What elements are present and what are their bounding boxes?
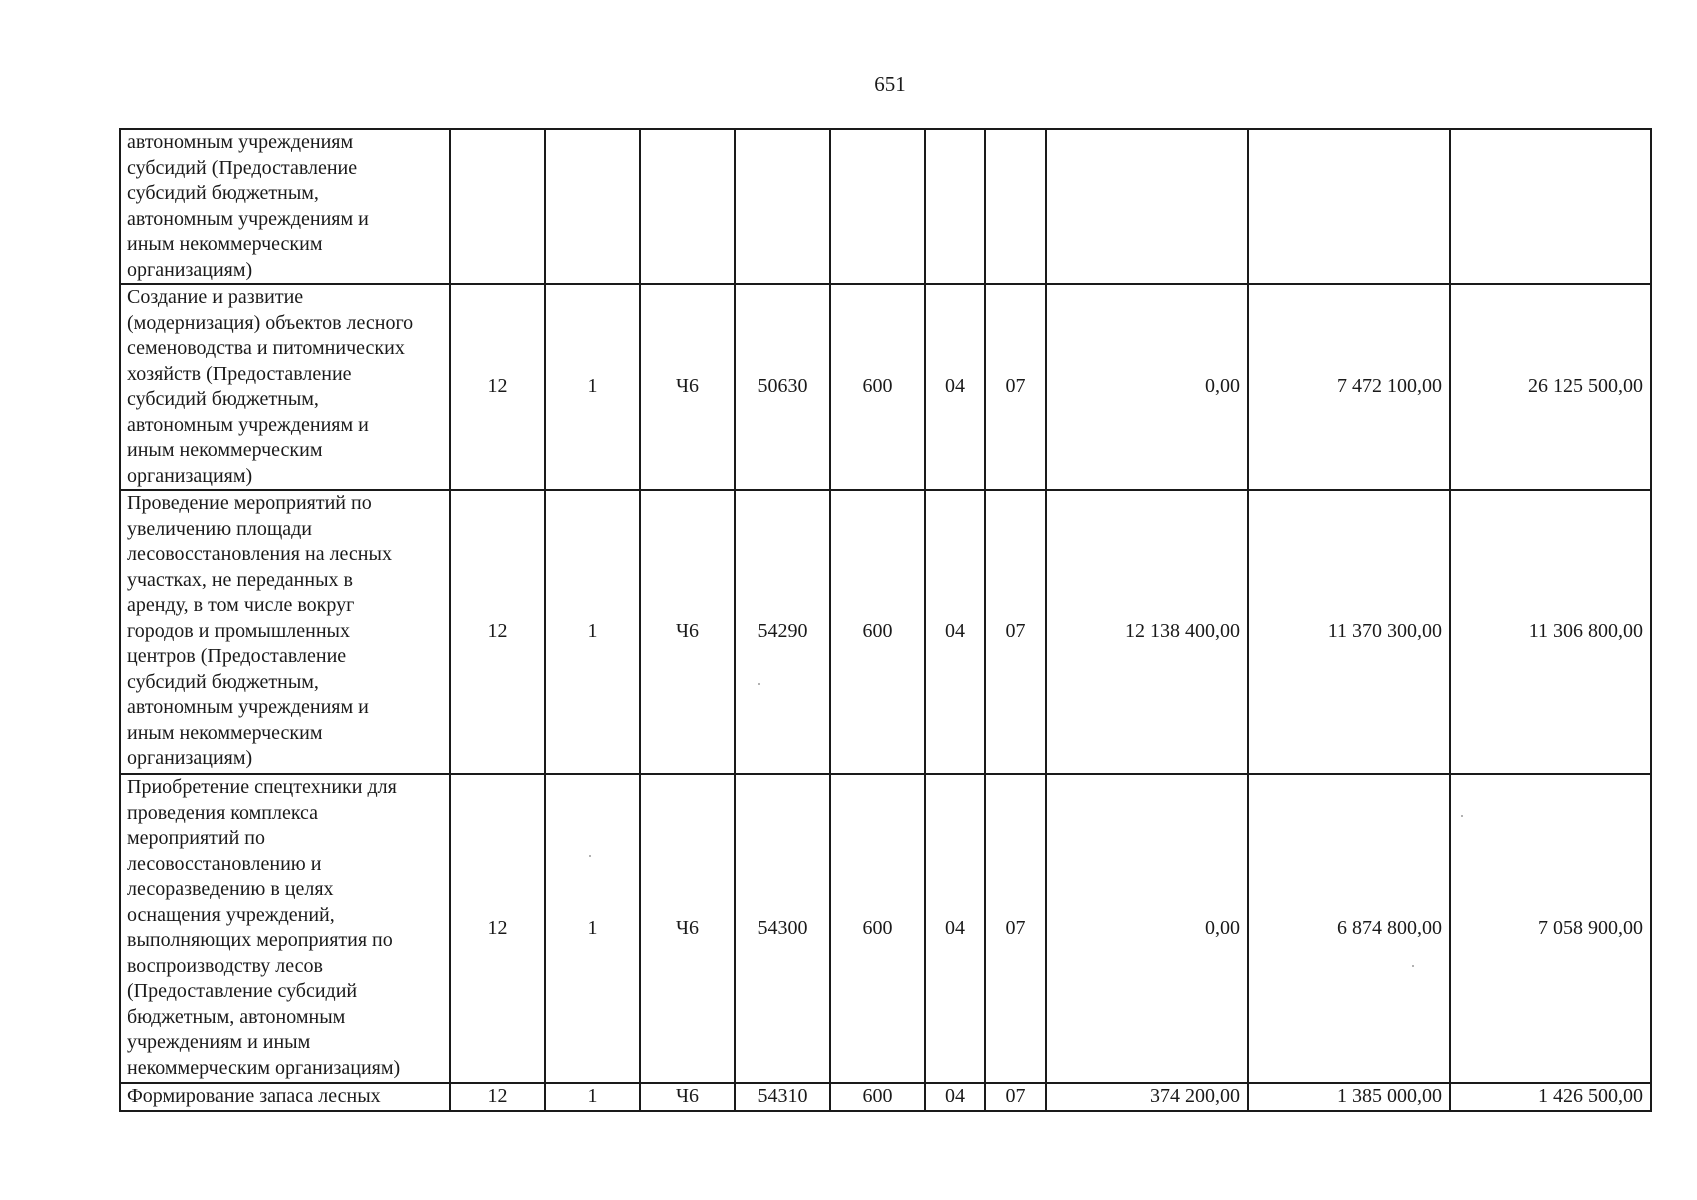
- code-expense-type: [830, 129, 925, 284]
- amount-year-1: 12 138 400,00: [1046, 490, 1248, 774]
- code-ministry: 12: [450, 774, 545, 1083]
- code-section: [925, 129, 985, 284]
- table-row: [120, 129, 1651, 284]
- scan-speck: [1461, 815, 1463, 817]
- code-subsection: [985, 129, 1046, 284]
- code-expense-type: 600: [830, 774, 925, 1083]
- row-description: Создание и развитие (модернизация) объектов лесного семеноводства и питомнических хозяйств (Предоставление субсидий бюджетным, автономным учреждениям и иным некоммерческим организациям): [120, 284, 450, 490]
- amount-year-2: [1248, 129, 1450, 284]
- budget-table: [119, 128, 1652, 1112]
- code-program: 1: [545, 1083, 640, 1111]
- code-direction: [735, 129, 830, 284]
- amount-year-1: 0,00: [1046, 284, 1248, 490]
- amount-year-2: 6 874 800,00: [1248, 774, 1450, 1083]
- code-expense-type: 600: [830, 1083, 925, 1111]
- code-direction: 50630: [735, 284, 830, 490]
- code-expense-type: 600: [830, 490, 925, 774]
- code-expense-type: 600: [830, 284, 925, 490]
- code-subprogram: [640, 129, 735, 284]
- code-section: 04: [925, 1083, 985, 1111]
- amount-year-3: [1450, 129, 1651, 284]
- code-direction: 54310: [735, 1083, 830, 1111]
- row-description: Формирование запаса лесных: [120, 1083, 450, 1111]
- scan-speck: [1412, 965, 1414, 967]
- code-subsection: 07: [985, 1083, 1046, 1111]
- amount-year-3: 7 058 900,00: [1450, 774, 1651, 1083]
- page-number: 651: [874, 72, 906, 96]
- code-section: 04: [925, 490, 985, 774]
- table-row: [120, 490, 1651, 774]
- amount-year-2: 7 472 100,00: [1248, 284, 1450, 490]
- code-ministry: 12: [450, 490, 545, 774]
- code-program: 1: [545, 774, 640, 1083]
- code-section: 04: [925, 774, 985, 1083]
- scan-speck: [758, 683, 760, 685]
- amount-year-3: 26 125 500,00: [1450, 284, 1651, 490]
- code-subprogram: Ч6: [640, 1083, 735, 1111]
- code-ministry: 12: [450, 1083, 545, 1111]
- row-description: Приобретение спецтехники для проведения комплекса мероприятий по лесовосстановлению и лесоразведению в целях оснащения учреждений, выполняющих мероприятия по воспроизводству лесов (Предоставление субсидий бюджетным, автономным учреждениям и иным некоммерческим организациям): [120, 774, 450, 1083]
- amount-year-3: 11 306 800,00: [1450, 490, 1651, 774]
- code-ministry: 12: [450, 284, 545, 490]
- code-direction: 54290: [735, 490, 830, 774]
- amount-year-1: 0,00: [1046, 774, 1248, 1083]
- code-subsection: 07: [985, 774, 1046, 1083]
- code-subprogram: Ч6: [640, 490, 735, 774]
- code-subprogram: Ч6: [640, 774, 735, 1083]
- code-ministry: [450, 129, 545, 284]
- code-subsection: 07: [985, 490, 1046, 774]
- amount-year-3: 1 426 500,00: [1450, 1083, 1651, 1111]
- amount-year-1: [1046, 129, 1248, 284]
- amount-year-2: 1 385 000,00: [1248, 1083, 1450, 1111]
- row-description: автономным учреждениям субсидий (Предоставление субсидий бюджетным, автономным учреждениям и иным некоммерческим организациям): [120, 129, 450, 284]
- amount-year-1: 374 200,00: [1046, 1083, 1248, 1111]
- code-section: 04: [925, 284, 985, 490]
- table-row: [120, 1083, 1651, 1111]
- code-direction: 54300: [735, 774, 830, 1083]
- scan-speck: [589, 855, 591, 857]
- table-row: [120, 284, 1651, 490]
- table-row: [120, 774, 1651, 1083]
- code-subsection: 07: [985, 284, 1046, 490]
- row-description: Проведение мероприятий по увеличению площади лесовосстановления на лесных участках, не переданных в аренду, в том числе вокруг городов и промышленных центров (Предоставление субсидий бюджетным, автономным учреждениям и иным некоммерческим организациям): [120, 490, 450, 774]
- code-program: 1: [545, 284, 640, 490]
- code-program: 1: [545, 490, 640, 774]
- code-program: [545, 129, 640, 284]
- code-subprogram: Ч6: [640, 284, 735, 490]
- amount-year-2: 11 370 300,00: [1248, 490, 1450, 774]
